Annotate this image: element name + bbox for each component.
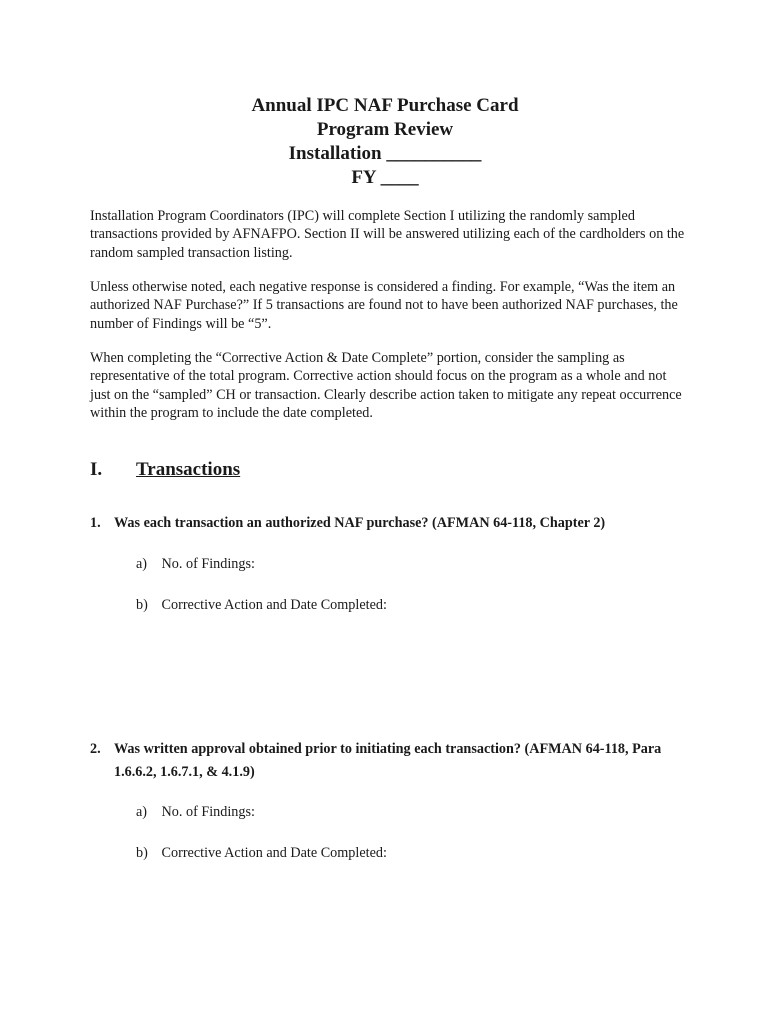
intro-paragraph: Installation Program Coordinators (IPC) will complete Section I utilizing the randomly sampled transactions provided by AFNAFPO. Section II will be answered utilizing each of the cardholders on the random sampled transaction listing. — [90, 208, 685, 261]
title-line: Annual IPC NAF Purchase Card — [251, 95, 519, 116]
section-number: I. — [90, 459, 103, 480]
title-line: Program Review — [316, 119, 454, 140]
section-title: Transactions — [136, 459, 241, 480]
item-label: No. of Findings: — [161, 804, 255, 820]
item-label: Corrective Action and Date Completed: — [161, 597, 387, 613]
findings-count-item — [136, 555, 255, 573]
findings-count-item — [136, 803, 255, 821]
findings-paragraph: Unless otherwise noted, each negative response is considered a finding. For example, “Was the item an authorized NAF Purchase?” If 5 transactions are found not to have been authorized NAF purchases, the number of Findings will be “5”. — [90, 279, 678, 332]
question-text: Was each transaction an authorized NAF purchase? (AFMAN 64-118, Chapter 2) — [114, 515, 606, 531]
question-text: Was written approval obtained prior to initiating each transaction? (AFMAN 64-118, Para 1.6.6.2, 1.6.7.1, & 4.1.9) — [114, 741, 662, 780]
question-2 — [90, 738, 690, 784]
document-title — [0, 94, 770, 190]
question-1 — [90, 512, 690, 535]
corrective-action-item — [136, 844, 387, 862]
corrective-action-item — [136, 596, 387, 614]
fiscal-year-line: FY ____ — [351, 167, 419, 188]
item-letter: b) — [136, 597, 148, 613]
installation-line: Installation __________ — [288, 143, 482, 164]
question-number: 2. — [90, 741, 101, 757]
item-label: Corrective Action and Date Completed: — [161, 845, 387, 861]
question-number: 1. — [90, 515, 101, 531]
item-label: No. of Findings: — [161, 556, 255, 572]
item-letter: a) — [136, 556, 148, 572]
item-letter: b) — [136, 845, 148, 861]
corrective-action-paragraph: When completing the “Corrective Action & Date Complete” portion, consider the sampling as representative of the total program. Corrective action should focus on the program as a whole and not just on the “sampled” CH or transaction. Clearly describe action taken to mitigate any repeat occurrence within the program to include the date completed. — [90, 350, 682, 422]
item-letter: a) — [136, 804, 148, 820]
